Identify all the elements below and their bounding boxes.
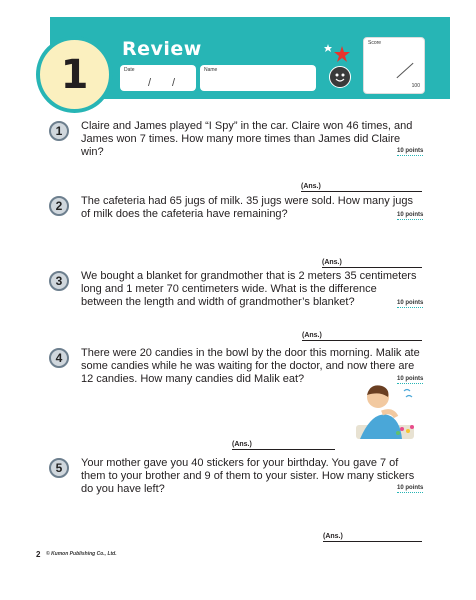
answer-line[interactable] — [232, 449, 335, 450]
question-text: Claire and James played “I Spy” in the car. Claire won 46 times, and James won 7 times. How many more times than James did Claire win? — [81, 120, 413, 158]
smiley-icon — [329, 66, 351, 88]
score-label: Score — [368, 40, 382, 46]
points-label: 10 points — [397, 148, 424, 154]
copyright-text: © Kumon Publishing Co., Ltd. — [46, 551, 117, 557]
question-number: 2 — [49, 196, 69, 216]
question-text: There were 20 candies in the bowl by the door this morning. Malik ate some candies while he was waiting for the doctor, and now there are 12 candies. How many candies did Malik eat? — [81, 347, 420, 385]
question-number: 4 — [49, 348, 69, 368]
name-field[interactable] — [200, 65, 316, 91]
answer-line[interactable] — [323, 541, 422, 542]
answer-label: (Ans.) — [322, 259, 342, 266]
answer-label: (Ans.) — [302, 332, 322, 339]
question-number: 5 — [49, 458, 69, 478]
date-label: Date — [124, 67, 135, 73]
name-label: Name — [204, 67, 218, 73]
points-label: 10 points — [397, 376, 424, 382]
answer-label: (Ans.) — [232, 441, 252, 448]
question-number: 1 — [49, 121, 69, 141]
answer-line[interactable] — [322, 267, 422, 268]
points-label: 10 points — [397, 300, 424, 306]
page-title: Review — [122, 38, 202, 60]
score-divider — [396, 63, 413, 78]
stars-icon — [322, 42, 352, 64]
page-number: 2 — [36, 550, 41, 559]
date-field[interactable] — [120, 65, 196, 91]
question-text: Your mother gave you 40 stickers for your birthday. You gave 7 of them to your brother and 9 of them to your sister. How many stickers do you have left? — [81, 457, 415, 495]
question-text: We bought a blanket for grandmother that is 2 meters 35 centimeters long and 1 meter 70 centimeters wide. What is the difference between the length and width of grandmother’s blanket? — [81, 270, 417, 308]
answer-label: (Ans.) — [301, 183, 321, 190]
question-number: 3 — [49, 271, 69, 291]
points-label: 10 points — [397, 212, 424, 218]
date-slash: / — [172, 77, 176, 89]
boy-eating-candy-illustration — [352, 381, 420, 443]
answer-line[interactable] — [302, 340, 422, 341]
points-label: 10 points — [397, 485, 424, 491]
score-box[interactable] — [363, 37, 425, 94]
answer-line[interactable] — [301, 191, 422, 192]
unit-number-badge: 1 — [36, 36, 113, 113]
score-total: 100 — [411, 83, 420, 89]
answer-label: (Ans.) — [323, 533, 343, 540]
question-text: The cafeteria had 65 jugs of milk. 35 jugs were sold. How many jugs of milk does the cafeteria have remaining? — [81, 195, 413, 220]
date-slash: / — [148, 77, 152, 89]
